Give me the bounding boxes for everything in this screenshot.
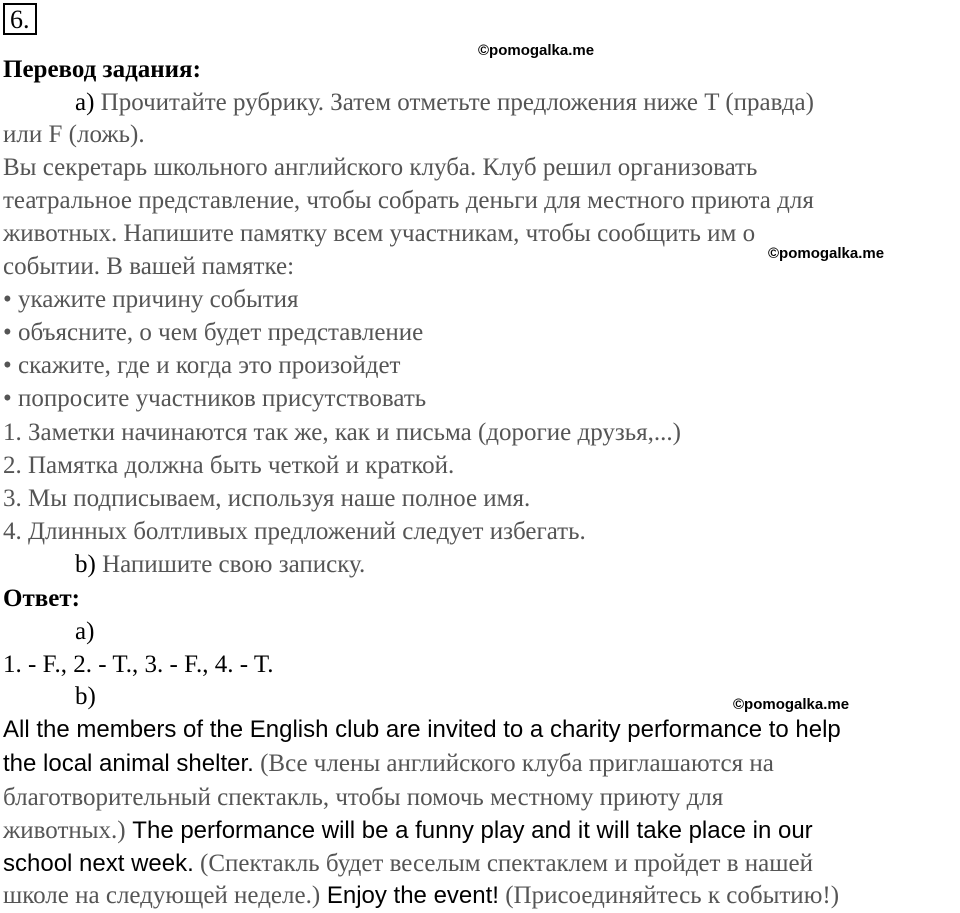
note-russian-text: благотворительный спектакль, чтобы помочь местному приюту для [3,784,724,811]
note-line [3,783,723,813]
bullet-item: • попросите участников присутствовать [3,385,427,412]
rubric-line: событии. В вашей памятке: [3,253,295,280]
note-line [3,749,774,779]
note-russian-text: животных.) [3,817,126,844]
translation-header: Перевод задания: [3,56,201,83]
part-a-label: a) [75,89,95,116]
part-a-instruction [75,88,814,118]
note-russian-text: (Спектакль будет веселым спектаклем и пройдет в нашей [193,850,813,877]
rubric-line: театральное представление, чтобы собрать деньги для местного приюта для [3,187,814,214]
note-russian-text: школе на следующей неделе.) [3,882,321,909]
note-line [3,881,839,911]
note-english-text: All the members of the English club are invited to a charity performance to help [3,716,841,743]
statement-item: 2. Памятка должна быть четкой и краткой. [3,452,455,479]
note-english-text: Enjoy the event! [320,882,499,909]
answer-b-label: b) [75,683,96,710]
bullet-item: • объясните, о чем будет представление [3,319,424,346]
rubric-line: животных. Напишите памятку всем участникам, чтобы сообщить им о [3,220,756,247]
note-line [3,715,841,745]
note-english-text: The performance will be a funny play and it will take place in our [125,817,813,844]
note-english-text: the local animal shelter. [3,750,254,777]
part-a-instruction-cont: или F (ложь). [3,121,145,148]
part-b-instruction [75,550,365,580]
statement-item: 1. Заметки начинаются так же, как и письма (дорогие друзья,...) [3,419,681,446]
answer-a-label: a) [75,618,95,645]
statement-item: 4. Длинных болтливых предложений следует избегать. [3,518,586,545]
part-a-text: Прочитайте рубрику. Затем отметьте предложения ниже T (правда) [94,89,814,116]
rubric-line: Вы секретарь школьного английского клуба. Клуб решил организовать [3,154,758,181]
note-line [3,849,813,879]
watermark: ©pomogalka.me [768,245,885,262]
part-b-text: Напишите свою записку. [95,551,366,578]
task-number: 6. [3,3,37,35]
watermark: ©pomogalka.me [478,42,595,59]
part-b-label: b) [75,551,96,578]
watermark: ©pomogalka.me [733,696,850,713]
note-english-text: school next week. [3,850,194,877]
note-line [3,816,813,846]
statement-item: 3. Мы подписываем, используя наше полное имя. [3,485,531,512]
bullet-item: • скажите, где и когда это произойдет [3,352,401,379]
answer-a: 1. - F., 2. - T., 3. - F., 4. - T. [3,651,274,678]
answer-header: Ответ: [3,585,80,612]
bullet-item: • укажите причину события [3,286,299,313]
note-russian-text: (Все члены английского клуба приглашаются на [253,750,774,777]
note-russian-text: (Присоединяйтесь к событию!) [498,882,840,909]
